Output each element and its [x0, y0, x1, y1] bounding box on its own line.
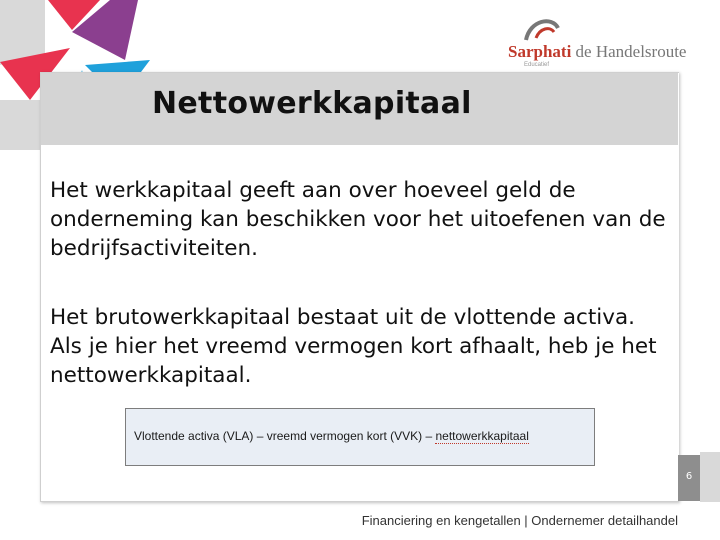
brand-swirl-icon — [522, 14, 562, 42]
formula-text — [134, 429, 529, 443]
right-edge-strip — [700, 452, 720, 502]
brand-name-part1: Sarphati — [508, 42, 572, 61]
slide-title: Nettowerkkapitaal — [152, 86, 472, 121]
brand-name-part2: de Handelsroute — [571, 42, 687, 61]
formula-image — [125, 408, 595, 466]
paragraph-werkkapitaal: Het werkkapitaal geeft aan over hoeveel geld de onderneming kan beschikken voor het uitoefenen van de bedrijfsactiviteiten. — [50, 178, 666, 261]
footer-text: Financiering en kengetallen | Ondernemer detailhandel — [361, 513, 678, 528]
formula-result: nettowerkkapitaal — [435, 429, 529, 443]
brand-subtitle: Educatief — [524, 62, 550, 68]
page-number: 6 — [685, 471, 693, 482]
paragraph-brutowerkkapitaal: Het brutowerkkapitaal bestaat uit de vlottende activa. Als je hier het vreemd vermogen kort afhaalt, heb je het nettowerkkapitaal. — [50, 305, 657, 388]
brand-logo — [508, 42, 686, 62]
logo-shape-gray-lower — [0, 100, 45, 150]
formula-left: Vlottende activa (VLA) – vreemd vermogen kort (VVK) – — [134, 429, 436, 443]
